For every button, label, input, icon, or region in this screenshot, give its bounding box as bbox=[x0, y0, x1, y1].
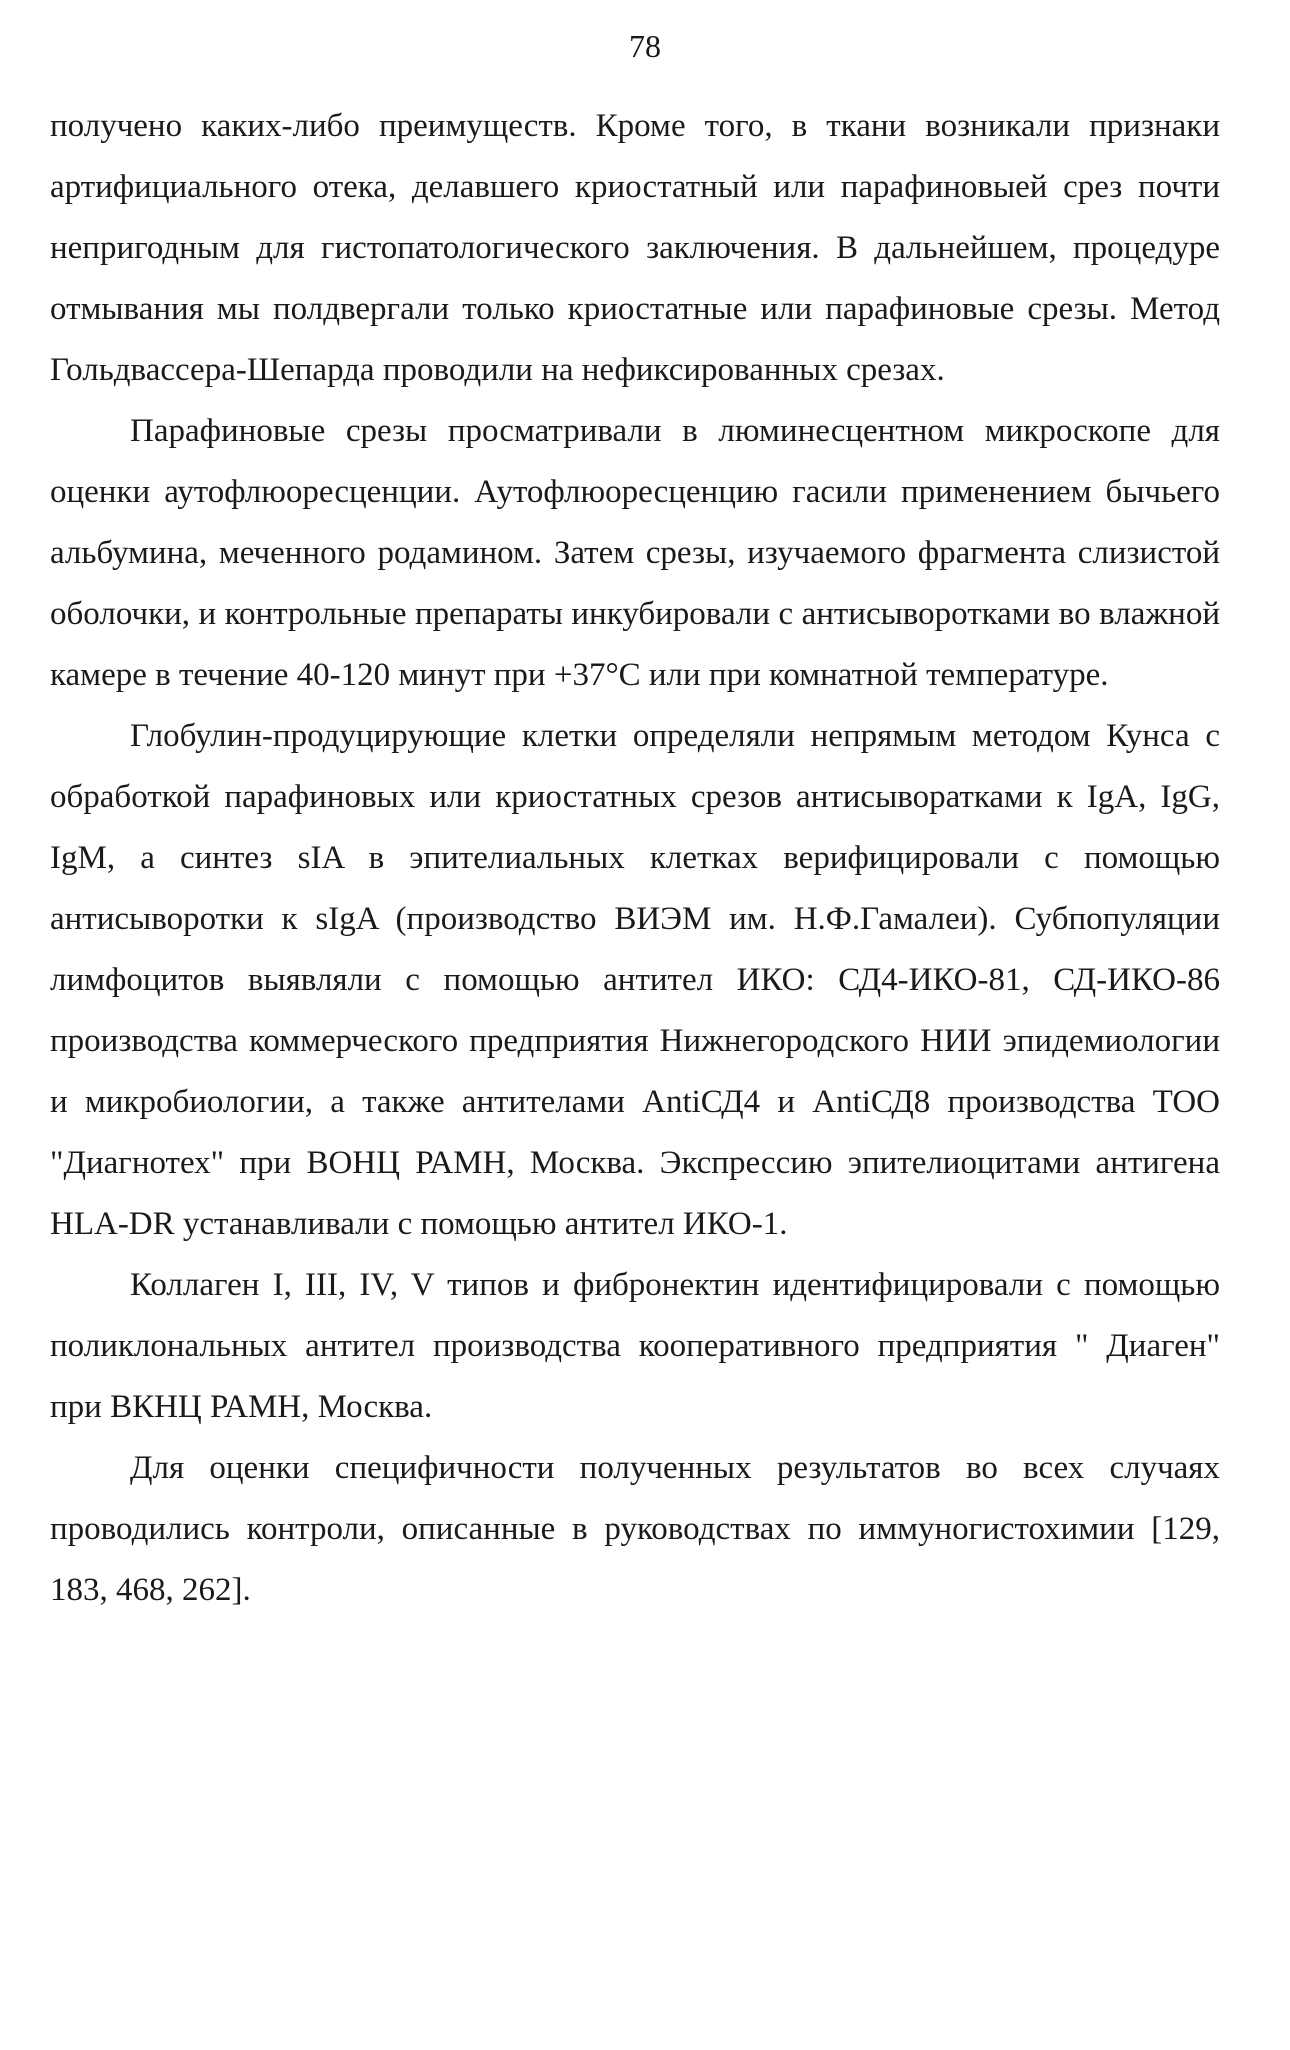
body-text bbox=[50, 96, 1220, 1621]
page-number: 78 bbox=[629, 28, 661, 64]
paragraph-continuation: получено каких-либо преимуществ. Кроме того, в ткани возникали признаки артифициального отека, делавшего криостатный или парафиновыей срез почти непригодным для гистопатологического заключения. В дальнейшем, процедуре отмывания мы полдвергали только криостатные или парафиновые срезы. Метод Гольдвассера-Шепарда проводили на нефиксированных срезах. bbox=[50, 108, 1220, 388]
paragraph-globulin-cells: Глобулин-продуцирующие клетки определяли непрямым методом Кунса с обработкой парафиновых или криостатных срезов антисыворатками к IgA, IgG, IgM, а синтез sIA в эпителиальных клетках верифицировали с помощью антисыворотки к sIgA (производство ВИЭМ им. Н.Ф.Гамалеи). Субпопуляции лимфоцитов выявляли с помощью антител ИКО: СД4-ИКО-81, СД-ИКО-86 производства коммерческого предприятия Нижнегородского НИИ эпидемиологии и микробиологии, а также антителами AntiСД4 и AntiСД8 производства ТОО "Диагнотех" при ВОНЦ РАМН, Москва. Экспрессию эпителиоцитами антигена HLA-DR устанавливали с помощью антител ИКО-1. bbox=[50, 718, 1220, 1242]
paragraph-controls: Для оценки специфичности полученных результатов во всех случаях проводились контроли, описанные в руководствах по иммуногистохимии [129, 183, 468, 262]. bbox=[50, 1450, 1220, 1608]
paragraph-collagen: Коллаген I, III, IV, V типов и фибронектин идентифицировали с помощью поликлональных антител производства кооперативного предприятия " Диаген" при ВКНЦ РАМН, Москва. bbox=[50, 1267, 1220, 1425]
paragraph-autofluorescence: Парафиновые срезы просматривали в люминесцентном микроскопе для оценки аутофлюоресценции. Аутофлюоресценцию гасили применением бычьего альбумина, меченного родамином. Затем срезы, изучаемого фрагмента слизистой оболочки, и контрольные препараты инкубировали с антисыворотками во влажной камере в течение 40-120 минут при +37°С или при комнатной температуре. bbox=[50, 413, 1220, 693]
